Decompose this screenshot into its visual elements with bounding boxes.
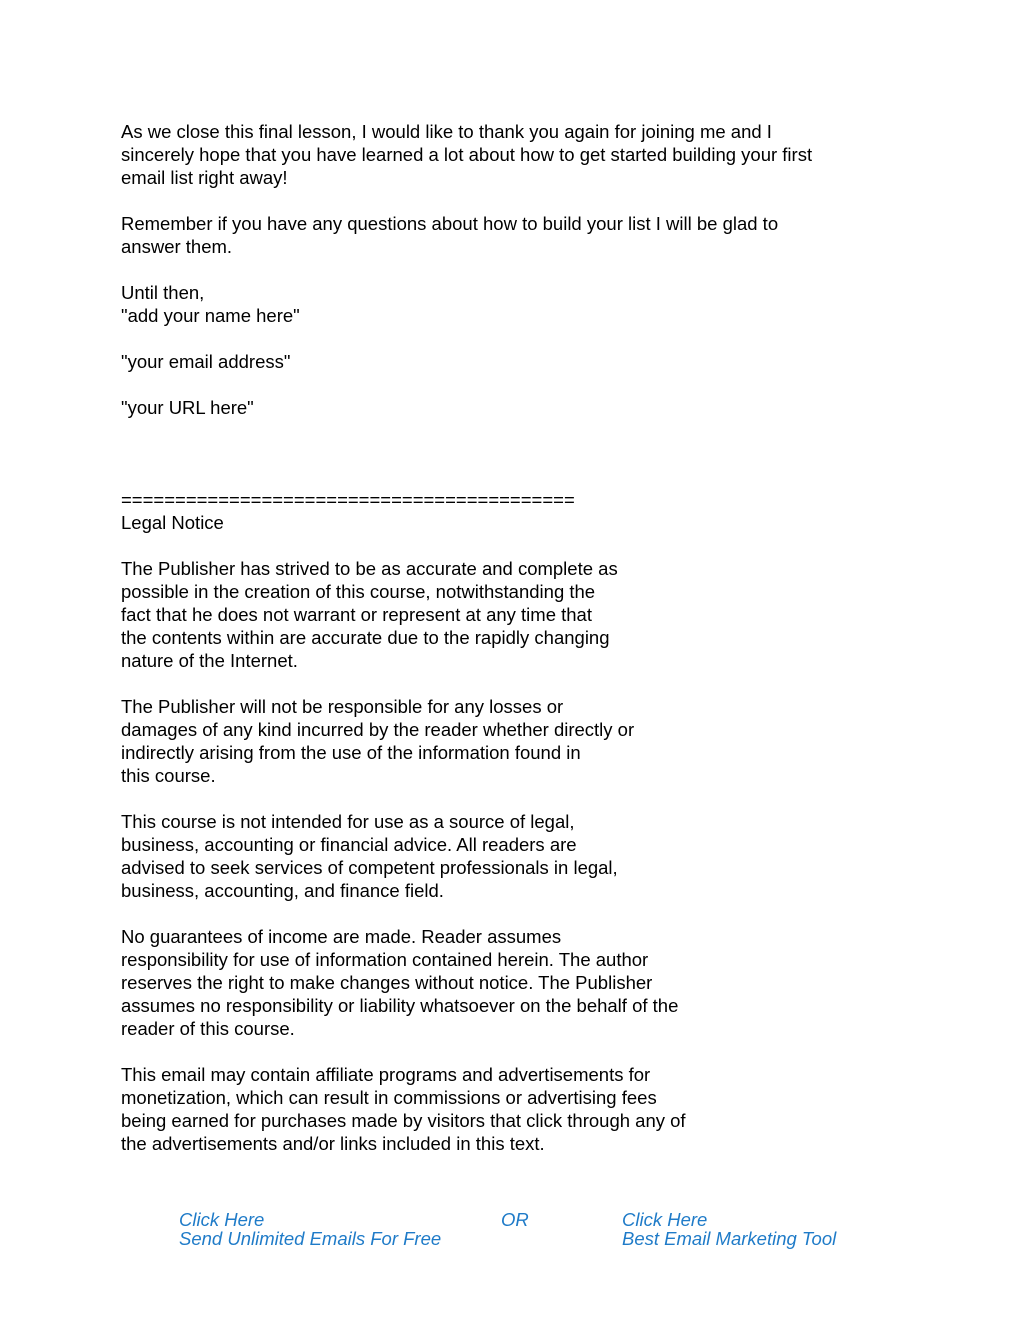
link-line-2: Best Email Marketing Tool bbox=[622, 1228, 837, 1249]
author-email: "your email address" bbox=[121, 351, 291, 372]
text-line: possible in the creation of this course, notwithstanding the bbox=[121, 581, 596, 602]
text-line: the contents within are accurate due to the rapidly changing bbox=[121, 627, 610, 648]
text-line: indirectly arising from the use of the information found in bbox=[121, 742, 581, 763]
legal-paragraph bbox=[121, 810, 921, 902]
text-line: As we close this final lesson, I would like to thank you again for joining me and I bbox=[121, 121, 772, 142]
text-line: damages of any kind incurred by the reader whether directly or bbox=[121, 719, 635, 740]
text-line: monetization, which can result in commissions or advertising fees bbox=[121, 1087, 657, 1108]
legal-paragraph bbox=[121, 925, 921, 1040]
closing-paragraph-1 bbox=[121, 120, 921, 189]
link-line-1: Click Here bbox=[179, 1209, 265, 1230]
divider-line: ========================================== bbox=[121, 489, 575, 510]
send-unlimited-emails-link[interactable] bbox=[179, 1210, 441, 1248]
text-line: No guarantees of income are made. Reader assumes bbox=[121, 926, 562, 947]
author-name: "add your name here" bbox=[121, 305, 300, 326]
text-line: being earned for purchases made by visitors that click through any of bbox=[121, 1110, 686, 1131]
text-line: answer them. bbox=[121, 236, 233, 257]
legal-notice bbox=[121, 488, 921, 1155]
best-email-marketing-tool-link[interactable] bbox=[622, 1210, 836, 1248]
closing-paragraph-2 bbox=[121, 212, 921, 258]
legal-heading: Legal Notice bbox=[121, 512, 224, 533]
text-line: responsibility for use of information contained herein. The author bbox=[121, 949, 649, 970]
text-line: email list right away! bbox=[121, 167, 288, 188]
text-line: sincerely hope that you have learned a lot about how to get started building your first bbox=[121, 144, 813, 165]
document-body bbox=[121, 120, 921, 1155]
text-line: The Publisher will not be responsible for any losses or bbox=[121, 696, 564, 717]
or-separator: OR bbox=[501, 1209, 529, 1230]
text-line: reader of this course. bbox=[121, 1018, 295, 1039]
text-line: business, accounting or financial advice. All readers are bbox=[121, 834, 577, 855]
text-line: the advertisements and/or links included in this text. bbox=[121, 1133, 545, 1154]
text-line: The Publisher has strived to be as accurate and complete as bbox=[121, 558, 618, 579]
text-line: This course is not intended for use as a source of legal, bbox=[121, 811, 575, 832]
text-line: assumes no responsibility or liability whatsoever on the behalf of the bbox=[121, 995, 679, 1016]
text-line: This email may contain affiliate programs and advertisements for bbox=[121, 1064, 651, 1085]
text-line: reserves the right to make changes without notice. The Publisher bbox=[121, 972, 653, 993]
text-line: business, accounting, and finance field. bbox=[121, 880, 444, 901]
text-line: this course. bbox=[121, 765, 216, 786]
author-url: "your URL here" bbox=[121, 397, 254, 418]
link-line-2: Send Unlimited Emails For Free bbox=[179, 1228, 442, 1249]
legal-paragraph bbox=[121, 1063, 921, 1155]
text-line: nature of the Internet. bbox=[121, 650, 298, 671]
legal-paragraph bbox=[121, 557, 921, 672]
text-line: fact that he does not warrant or represent at any time that bbox=[121, 604, 592, 625]
text-line: advised to seek services of competent professionals in legal, bbox=[121, 857, 618, 878]
footer-links bbox=[0, 1210, 1024, 1260]
signoff-text: Until then, bbox=[121, 282, 205, 303]
legal-paragraph bbox=[121, 695, 921, 787]
text-line: Remember if you have any questions about how to build your list I will be glad to bbox=[121, 213, 779, 234]
signature-block bbox=[121, 281, 921, 419]
link-line-1: Click Here bbox=[622, 1209, 708, 1230]
